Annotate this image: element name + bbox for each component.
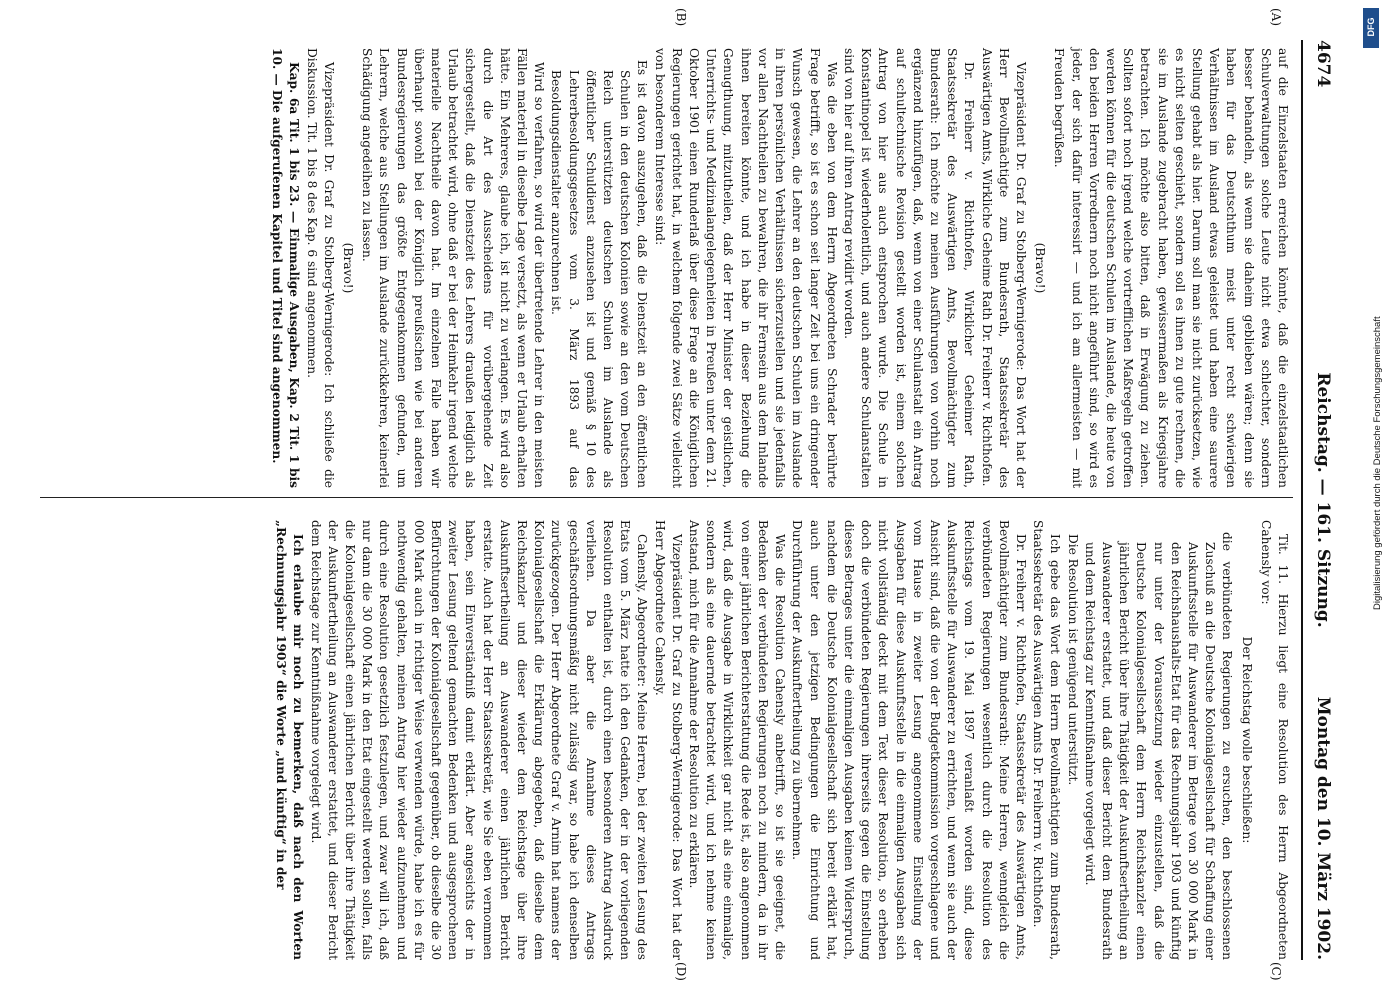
margin-marker-a: (A) — [1269, 8, 1283, 27]
margin-marker-c: (C) — [1269, 962, 1283, 981]
paragraph: Cahensly, Abgeordneter: Meine Herren, bei der zweiten Lesung des Etats vom 5. März hatte ich den Gedanken, der in der vorliegenden Resolution enthalten ist, durch einen besonderen Antrag Ausdruck verliehen. Da aber die Annahme dieses Antrags geschäftsordnungsmäßig nicht zulässig war, so habe ich denselben zurückgezogen. Der Herr Abgeordnete Graf v. Arnim hat namens der Kolonialgesellschaft die Erklärung abgegeben, daß dieselbe dem Reichskanzler und dieser wieder dem Reichstage über ihre Auskunftsertheilung an Auswanderer einen jährlichen Bericht erstatte. Auch hat der Herr Staatssekretär, wie Sie eben vernommen haben, sein Einverständniß damit erklärt. Aber angesichts der in zweiter Lesung geltend gemachten Bedenken und ausgesprochenen Befürchtungen der Kolonialgesellschaft gegenüber, ob dieselbe die 30 000 Mark auch in richtiger Weise verwenden würde, habe ich es für nothwendig gehalten, meinen Antrag hier wieder aufzunehmen und durch eine Resolution gesetzlich festzulegen, und zwar will ich, daß nur dann die 30 000 Mark in den Etat eingestellt werden sollen, falls die Kolonialgesellschaft einen jährlichen Bericht über ihre Thätigkeit der Auskunftertheilung an Auswanderer erstattet, und dieser Bericht dem Reichstage zur Kenntnißnahme vorgelegt wird. — [308, 520, 650, 960]
session-title: Reichstag. — 161. Sitzung. — [1313, 372, 1333, 628]
paragraph: Vizepräsident Dr. Graf zu Stolberg-Wernigerode: Das Wort hat der Herr Bevollmächtigte zum Bundesrath, Staatssekretär des Auswärtigen Amts, Wirkliche Geheime Rath Dr. Freiherr v. Richthofen. — [979, 48, 1028, 488]
dfg-logo: DFG — [1363, 8, 1379, 48]
margin-marker-b: (B) — [674, 8, 688, 27]
right-column — [272, 520, 1291, 960]
paragraph: Ich gebe das Wort dem Herrn Bevollmächtigten zum Bundesrath, Staatssekretär des Auswärtigen Amts Dr. Freiherrn v. Richthofen. — [1031, 520, 1063, 960]
page-number: 4674 — [1313, 40, 1333, 88]
funding-note: Digitalisierung gefördert durch die Deutsche Forschungsgemeinschaft — [1372, 316, 1383, 610]
paragraph: Vizepräsident Dr. Graf zu Stolberg-Wernigerode: Ich schließe die Diskussion. Tit. 1 bis 8 des Kap. 6 sind angenommen. — [304, 48, 336, 488]
paragraph: Die Resolution ist genügend unterstützt. — [1065, 534, 1080, 786]
resolution-text: die verbündeten Regierungen zu ersuchen, den beschlossenen Zuschuß an die Deutsche Kolonialgesellschaft für Schaffung einer Auskunftsstelle für Auswanderer im Betrage von 30 000 Mark in den Reichshaushalts-Etat für das Rechnungsjahr 1903 und künftig nur unter der Voraussetzung wieder einzustellen, daß die Deutsche Kolonialgesellschaft dem Herrn Reichskanzler einen jährlichen Bericht über ihre Thätigkeit der Auskunftsertheilung an Auswanderer erstattet, und daß dieser Bericht dem Bundesrath und dem Reichstag zur Kenntnißnahme vorgelegt wird. — [1082, 532, 1235, 960]
session-date: Montag den 10. März 1902. — [1313, 696, 1333, 960]
page-header — [1305, 40, 1333, 960]
paragraph: Kap. 6a Tit. 1 bis 23. — Einmalige Ausgaben, Kap. 2 Tit. 1 bis 10. — Die aufgerufenen Kapitel und Titel sind angenommen. — [270, 48, 302, 488]
paragraph: Dr. Freiherr v. Richthofen, Wirklicher Geheimer Rath, Staatssekretär des Auswärtigen Amts, Bevollmächtigter zum Bundesrath: Ich möchte zu meinen Ausführungen von vorhin noch ergänzend hinzufügen, daß, wenn von einer Schulanstalt ein Antrag auf schultechnische Revision gestellt worden ist, einem solchen Antrag von hier aus auch entsprochen wurde. Die Schule in Konstantinopel ist wiederholentlich, und auch andere Schulanstalten sind von hier auf ihren Antrag revidirt worden. — [841, 48, 977, 488]
paragraph: Ich erlaube mir noch zu bemerken, daß nach den Worten „Rechnungsjahr 1903“ die Worte „und künftig“ in der — [274, 520, 306, 960]
margin-marker-d: (D) — [674, 962, 688, 981]
paragraph: Was die eben von dem Herrn Abgeordneten Schrader berührte Frage betrifft, so ist es schon seit langer Zeit bei uns ein dringender Wunsch gewesen, die Lehrer an den deutschen Schulen im Auslande in ihren persönlichen Verhältnissen sicherzustellen und sie jedenfalls vor allen Nachtheilen zu bewahren, die ihr Fernsein aus dem Inlande ihnen bereiten könnte, und ich habe in dieser Beziehung die Genugthuung, mitzutheilen, daß der Herr Minister der geistlichen, Unterrichts- und Medizinalangelegenheiten in Preußen unter dem 21. Oktober 1901 einen Runderlaß über diese Frage an die Königlichen Regierungen gerichtet hat, in welchem folgende zwei Sätze vielleicht von besonderem Interesse sind: — [652, 48, 839, 488]
quoted-decree: Es ist davon auszugehen, daß die Dienstzeit an den öffentlichen Schulen in den deutschen Kolonien sowie an den vom Deutschen Reich unterstützten deutschen Schulen im Auslande als öffentlicher Schuldienst anzusehen ist und gemäß § 10 des Lehrerbesoldungsgesetzes vom 3. März 1893 auf das Besoldungsdienstalter anzurechnen ist. — [549, 60, 650, 488]
resolution-heading: Der Reichstag wolle beschließen: — [1239, 636, 1254, 844]
left-column — [268, 48, 1291, 488]
header-rule — [1301, 40, 1303, 960]
paragraph: Was die Resolution Cahensly anbetrifft, so ist sie geeignet, die Bedenken der verbündeten Regierungen noch zu mindern, da in ihr von einer jährlichen Berichterstattung die Rede ist, also angenommen wird, daß die Ausgabe in Wirklichkeit gar nicht als eine einmalige, sondern als eine dauernde betrachtet wird, und ich nehme keinen Anstand, mich für die Annahme der Resolution zu erklären. — [687, 520, 788, 960]
applause-note: (Bravo!) — [341, 242, 356, 294]
applause-note: (Bravo!) — [1033, 242, 1048, 294]
column-divider — [40, 497, 1293, 498]
paragraph: Tit. 11. Hierzu liegt eine Resolution des Herrn Abgeordneten Cahensly vor: — [1258, 520, 1290, 960]
paragraph: Dr. Freiherr v. Richthofen, Staatssekretär des Auswärtigen Amts, Bevollmächtigter zum Bundesrath: Meine Herren, wenngleich die verbündeten Regierungen wesentlich durch die Resolution des Reichstags vom 19. Mai 1897 veranlaßt worden sind, diese Auskunftsstelle für Auswanderer zu errichten, und wenn sie auch der Ansicht sind, daß die von der Budgetkommission vorgeschlagene und vom Hause in zweiter Lesung angenommene Einstellung der Ausgaben für diese Auskunftsstelle in die einmaligen Ausgaben sich nicht vollständig deckt mit dem Text dieser Resolution, so erheben doch die verbündeten Regierungen ihrerseits gegen die Einstellung dieses Betrages unter die einmaligen Ausgaben keinen Widerspruch, nachdem die Deutsche Kolonialgesellschaft sich bereit erklärt hat, auch unter den jetzigen Bedingungen die Einrichtung und Durchführung der Auskunftertheilung zu übernehmen. — [790, 520, 1028, 960]
paragraph: Wird so verfahren, so wird der übertretende Lehrer in den meisten Fällen materiell in dieselbe Lage versetzt, als wenn er Urlaub erhalten hätte. Ein Mehreres, glaube ich, ist nicht zu verlangen. Es wird also durch die Art des Ausscheidens für vorübergehende Zeit sichergestellt, daß die Dienstzeit des Lehrers draußen lediglich als Urlaub betrachtet wird, ohne daß er bei der Heimkehr irgend welche materielle Nachtheile davon hat. Im einzelnen Falle haben wir überhaupt sowohl bei der Königlich preußischen wie bei anderen Bundesregierungen das größte Entgegenkommen gefunden, um Lehrern, welche aus Stellungen im Auslande zurückkehren, keinerlei Schädigung angedeihen zu lassen. — [360, 48, 547, 488]
paragraph: Vizepräsident Dr. Graf zu Stolberg-Wernigerode: Das Wort hat der Herr Abgeordnete Cahensly. — [652, 520, 684, 960]
paragraph: auf die Einzelstaaten erreichen könnte, daß die einzelstaatlichen Schulverwaltungen solche Leute nicht etwa schlechter, sondern besser behandeln, als wenn sie daheim geblieben wären; denn sie haben für das Deutschthum meist unter recht schwierigen Verhältnissen im Ausland etwas geleistet und haben eine saurere Stellung gehabt als hier. Darum soll man sie nicht zurücksetzen, wie es nicht selten geschieht, sondern soll es ihnen zu gute rechnen, die sie im Auslande zugebracht haben, gewissermaßen als Kriegsjahre betrachten. Ich möchte also bitten, daß in Erwägung zu ziehen. Sollten sofort noch irgend welche vortrefflichen Maßregeln getroffen werden können für die deutschen Schulen im Auslande, die heute von den beiden Herren Vorrednern noch nicht angeführt sind, so wird es jeder, der sich dafür interessirt — und ich am allermeisten — mit Freuden begrüßen. — [1052, 48, 1290, 488]
